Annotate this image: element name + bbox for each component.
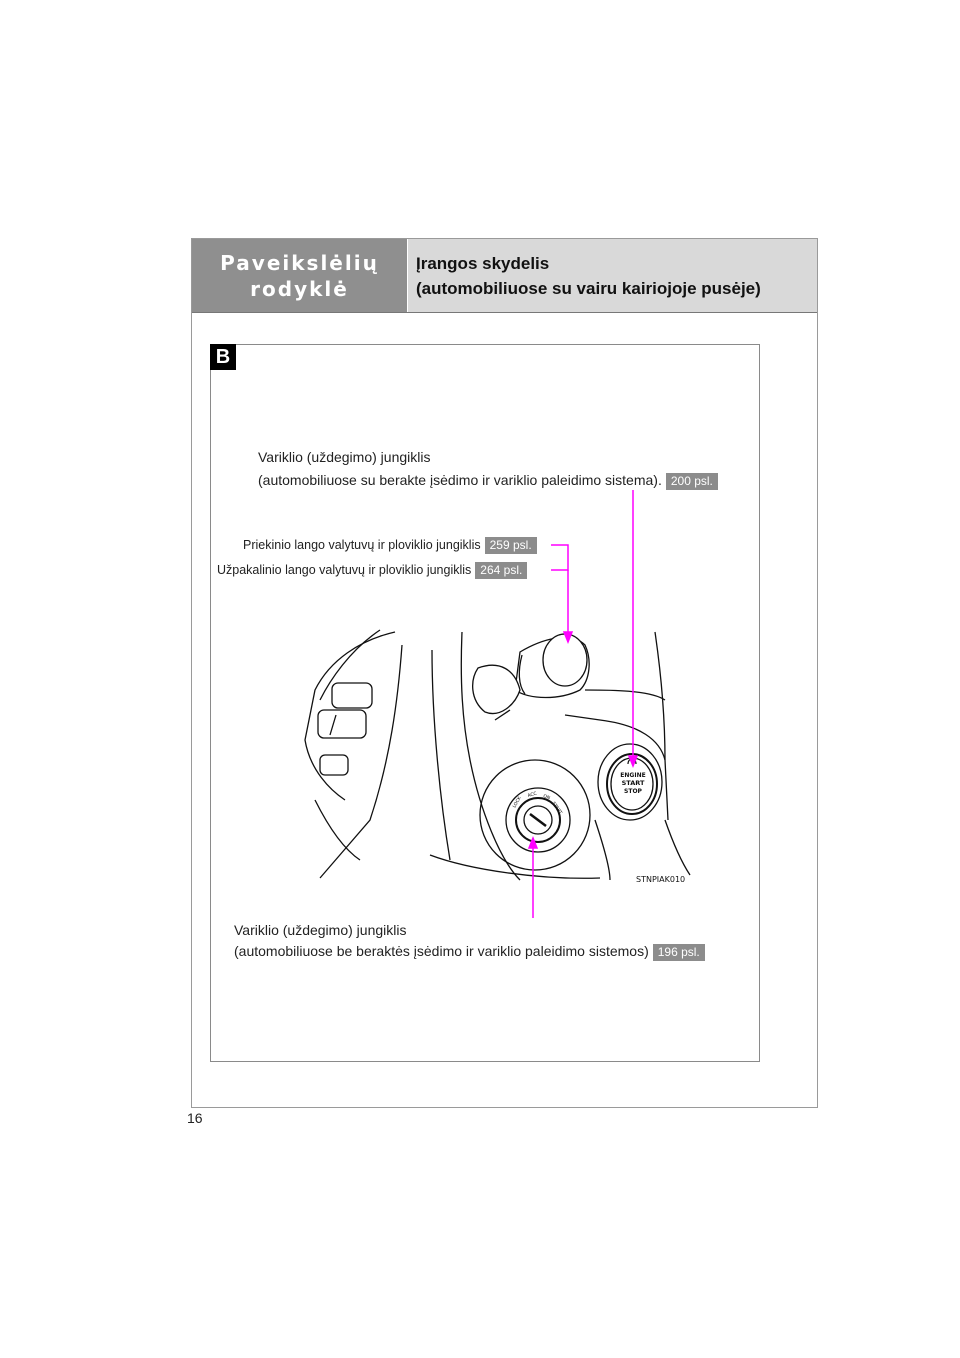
engine-button-text1: ENGINE [620, 772, 646, 779]
front-wiper-text: Priekinio lango valytuvų ir ploviklio jungiklis [243, 538, 481, 552]
figure-code: STNPIAK010 [636, 875, 686, 884]
ignition-smart-label-line1: Variklio (uždegimo) jungiklis [258, 449, 431, 465]
heading-line2: (automobiliuose su vairu kairiojoje pusėje) [416, 278, 761, 298]
front-wiper-ref-link[interactable]: 259 psl. [485, 537, 537, 554]
ignition-key-label-line2: (automobiliuose be beraktės įsėdimo ir variklio paleidimo sistemos) [234, 943, 649, 959]
ignition-key-label-line1: Variklio (uždegimo) jungiklis [234, 922, 407, 938]
key-position-lock: LOCK [512, 796, 523, 809]
ignition-smart-label-line2: (automobiliuose su berakte įsėdimo ir variklio paleidimo sistema). [258, 472, 662, 488]
key-position-start: START [550, 801, 563, 816]
key-position-acc: ACC [527, 791, 538, 799]
key-position-on: ON [542, 794, 551, 802]
section-tab-line1: Paveikslėlių [220, 250, 379, 275]
engine-button-text2: START [621, 779, 645, 787]
page-number: 16 [187, 1110, 203, 1126]
ignition-smart-ref-link[interactable]: 200 psl. [666, 473, 718, 490]
heading-line1: Įrangos skydelis [416, 253, 550, 273]
section-tab-line2: rodyklė [250, 276, 349, 301]
ignition-key-ref-link[interactable]: 196 psl. [653, 944, 705, 961]
rear-wiper-ref-link[interactable]: 264 psl. [475, 562, 527, 579]
leader-lines [529, 490, 637, 918]
rear-wiper-text: Užpakalinio lango valytuvų ir ploviklio jungiklis [217, 563, 472, 577]
engine-button-text3: STOP [624, 788, 642, 795]
section-badge: B [210, 344, 236, 370]
